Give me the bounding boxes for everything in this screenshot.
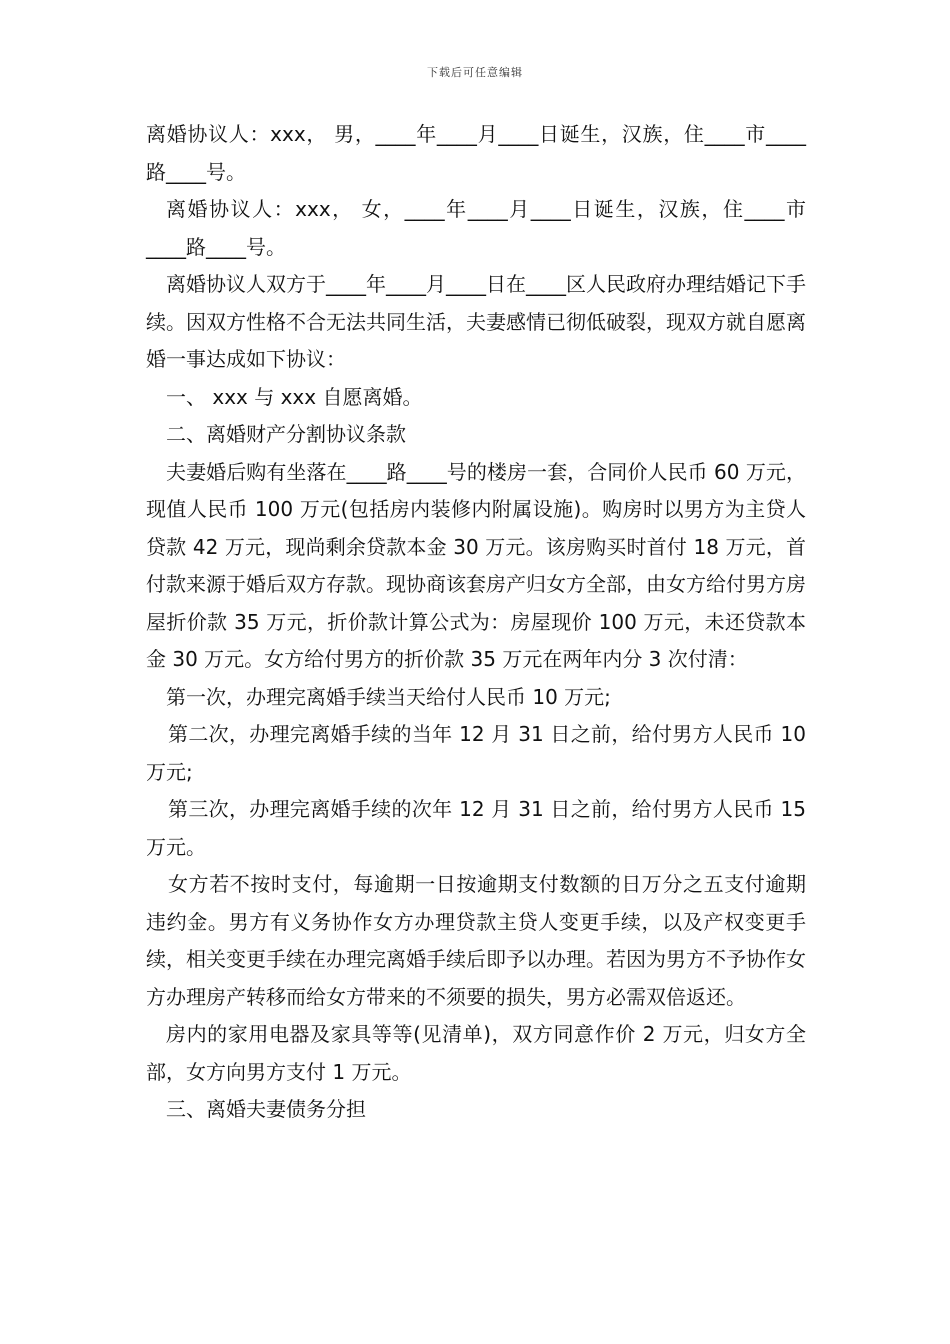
penalty-paragraph: 女方若不按时支付，每逾期一日按逾期支付数额的日万分之五支付逾期违约金。男方有义务协作女方办理贷款主贷人变更手续，以及产权变更手续，相关变更手续在办理完离婚手续后即予以办理。若因为男方不予协作女方办理房产转移而给女方带来的不须要的损失，男方必需双倍返还。: [146, 872, 806, 1009]
party-female-paragraph: 离婚协议人：xxx， 女，____年____月____日诞生，汉族，住____市____路____号。: [146, 197, 806, 259]
payment-third: 第三次，办理完离婚手续的次年 12 月 31 日之前，给付男方人民币 15 万元。: [146, 797, 806, 859]
document-body: [146, 116, 806, 1129]
clause-two-heading: 二、离婚财产分割协议条款: [166, 422, 406, 446]
payment-first: 第一次，办理完离婚手续当天给付人民币 10 万元;: [166, 684, 611, 709]
party-male-paragraph: 离婚协议人：xxx， 男，____年____月____日诞生，汉族，住____市____路____号。: [146, 122, 806, 184]
page-header: 下载后可任意编辑: [427, 66, 523, 79]
property-paragraph: 夫妻婚后购有坐落在____路____号的楼房一套，合同价人民币 60 万元，现值人民币 100 万元(包括房内装修内附属设施)。购房时以男方为主贷人贷款 42 万元，现尚剩余贷款本金 30 万元。该房购买时首付 18 万元，首付款来源于婚后双方存款。现协商该套房产归女方全部，由女方给付男方房屋折价款 35 万元，折价款计算公式为：房屋现价 100 万元，未还贷款本金 30 万元。女方给付男方的折价款 35 万元在两年内分 3 次付清：: [146, 459, 806, 671]
payment-second: 第二次，办理完离婚手续的当年 12 月 31 日之前，给付男方人民币 10 万元;: [146, 722, 806, 784]
clause-one: 一、 xxx 与 xxx 自愿离婚。: [166, 384, 423, 409]
clause-three-heading: 三、离婚夫妻债务分担: [166, 1097, 366, 1121]
marriage-info-paragraph: 离婚协议人双方于____年____月____日在____区人民政府办理结婚记下手续。因双方性格不合无法共同生活，夫妻感情已彻低破裂，现双方就自愿离婚一事达成如下协议：: [146, 272, 806, 371]
furniture-paragraph: 房内的家用电器及家具等等(见清单)，双方同意作价 2 万元，归女方全部，女方向男方支付 1 万元。: [146, 1022, 806, 1084]
